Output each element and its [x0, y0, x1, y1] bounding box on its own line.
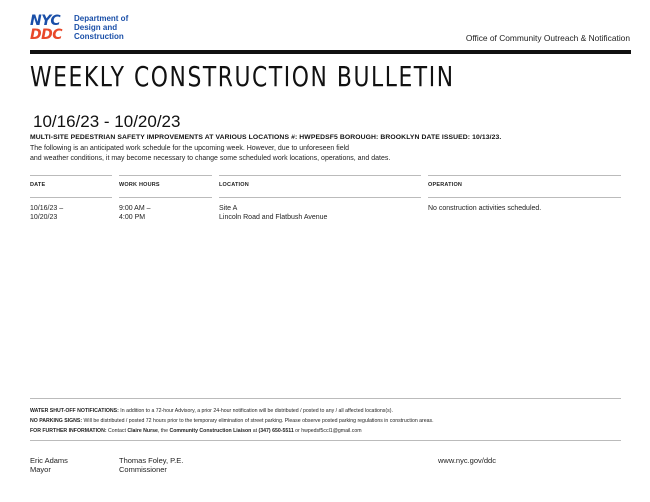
header-work-hours: WORK HOURS: [119, 182, 160, 188]
logo-nyc-text: NYC: [30, 13, 61, 29]
cell-date-end: 10/20/23: [30, 213, 58, 221]
further-info-label: FOR FURTHER INFORMATION:: [30, 428, 107, 434]
office-name: Office of Community Outreach & Notification: [465, 33, 630, 43]
mayor-title: Mayor: [30, 465, 51, 474]
intro-line-1: The following is an anticipated work schedule for the upcoming week. However, due to unforeseen field: [30, 145, 350, 152]
water-shutoff-note: [30, 406, 620, 416]
info-text: at: [251, 428, 259, 434]
liaison-phone: (347) 650-5511: [258, 428, 294, 434]
notes-bottom-rule: [30, 440, 621, 441]
project-info: MULTI-SITE PEDESTRIAN SAFETY IMPROVEMENTS AT VARIOUS LOCATIONS #: HWPEDSF5 BOROUGH: BROOKLYN DATE ISSUED: 10/13/23.: [30, 134, 502, 141]
cell-location-address: Lincoln Road and Flatbush Avenue: [219, 213, 328, 221]
liaison-role: Community Construction Liaison: [169, 428, 252, 434]
table-top-rule: [30, 175, 112, 176]
water-shutoff-label: WATER SHUT-OFF NOTIFICATIONS:: [30, 408, 119, 414]
table-top-rule: [119, 175, 212, 176]
bulletin-title: WEEKLY CONSTRUCTION BULLETIN: [30, 60, 455, 93]
dept-line-3: Construction: [74, 32, 124, 41]
liaison-email: or hwpedsf5ccl1@gmail.com: [293, 428, 362, 434]
table-header-rule: [428, 197, 621, 198]
cell-hours: [119, 205, 151, 222]
mayor-name: Eric Adams: [30, 456, 68, 465]
dept-line-1: Department of: [74, 14, 129, 23]
info-text: , the: [157, 428, 170, 434]
intro-text: [30, 144, 590, 164]
further-info-note: [30, 426, 620, 436]
header-date: DATE: [30, 182, 46, 188]
commissioner-name: Thomas Foley, P.E.: [119, 456, 184, 465]
header-location: LOCATION: [219, 182, 249, 188]
notes-top-rule: [30, 398, 621, 399]
intro-line-2: and weather conditions, it may become necessary to change some scheduled work locations, operations, and dates.: [30, 155, 391, 162]
cell-hours-start: 9:00 AM –: [119, 205, 151, 212]
cell-hours-end: 4:00 PM: [119, 213, 146, 221]
no-parking-text: Will be distributed / posted 72 hours prior to the temporary elimination of street parking. Please observe posted parking regulations in construction areas.: [82, 418, 434, 424]
table-header-rule: [219, 197, 421, 198]
commissioner-signature: [119, 456, 183, 474]
table-top-rule: [428, 175, 621, 176]
no-parking-note: [30, 416, 620, 426]
no-parking-label: NO PARKING SIGNS:: [30, 418, 83, 424]
liaison-name: Claire Nurse: [127, 428, 158, 434]
water-shutoff-text: In addition to a 72-hour Advisory, a prior 24-hour notification will be distributed / posted to any / all affected locations(s).: [118, 408, 393, 414]
table-top-rule: [219, 175, 421, 176]
table-header-rule: [119, 197, 212, 198]
header-divider: [30, 50, 631, 54]
cell-date-start: 10/16/23 –: [30, 205, 64, 212]
mayor-signature: [30, 456, 68, 474]
table-header-rule: [30, 197, 112, 198]
dept-line-2: Design and: [74, 23, 118, 32]
website-link[interactable]: www.nyc.gov/ddc: [438, 456, 496, 465]
header-operation: OPERATION: [428, 182, 463, 188]
commissioner-title: Commissioner: [119, 465, 167, 474]
logo-ddc-text: DDC: [30, 27, 63, 43]
nyc-ddc-logo: [30, 14, 70, 42]
cell-date: [30, 205, 63, 222]
department-name: [74, 14, 128, 41]
cell-location-site: Site A: [219, 205, 238, 212]
notifications-section: [30, 406, 620, 436]
info-text: Contact: [106, 428, 128, 434]
date-range: 10/16/23 - 10/20/23: [33, 112, 181, 131]
cell-location: [219, 205, 327, 222]
cell-operation: No construction activities scheduled.: [428, 205, 542, 212]
